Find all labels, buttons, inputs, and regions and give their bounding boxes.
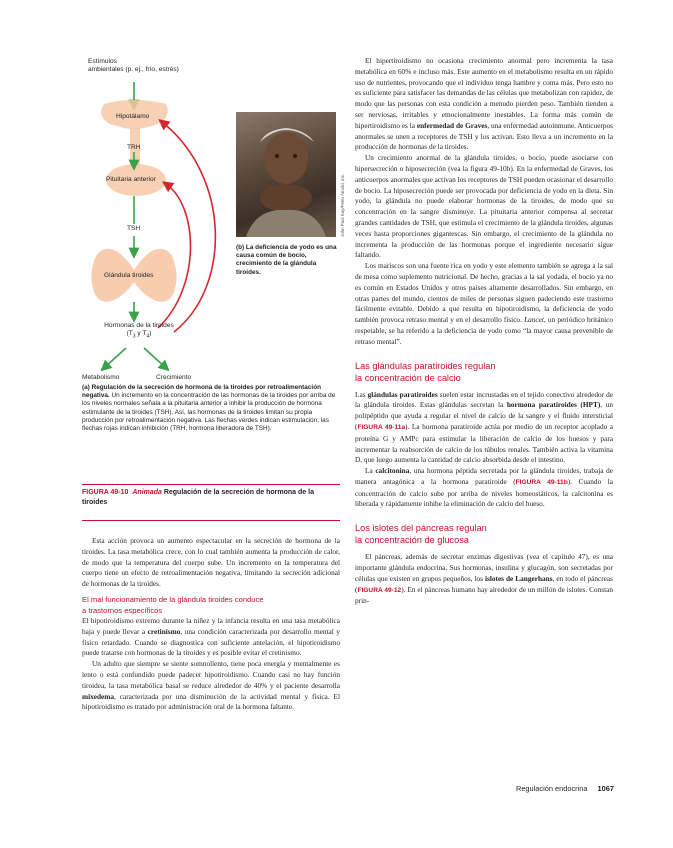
caption-a: (a) Regulación de la secreción de hormona de la tiroides por retroalimentación negativa. Un incremento en la concentración de las hormonas de la tiroides por arriba de los niveles normales señala a la pituitaria anterior a inhibir la producción de hormona estimulante de la tiroides (TSH). Así, las hormonas de la tiroides limitan su propia producción por retroalimentación negativa. Las flechas verdes indican estimulación; las flechas rojas indican inhibición (TRH, hormona liberadora de TSH). (82, 384, 336, 433)
growth-label: Crecimiento (156, 374, 192, 381)
caption-divider (82, 484, 340, 485)
figure-ref[interactable]: FIGURA 49-11a (357, 423, 406, 431)
caption-b: (b) La deficiencia de yodo es una causa común de bocio, crecimiento de la glándula tiroides. (236, 244, 337, 276)
footer-section: Regulación endocrina (515, 784, 588, 793)
page-number: 1067 (597, 784, 614, 793)
figure-title-rule (82, 520, 340, 521)
paragraph: Las glándulas paratiroides suelen estar incrustadas en el tejido conectivo alrededor de la glándula tiroides. Estas glándulas secretan la hormona paratiroides (HPT), un polipéptido que ayuda a regular el nivel de calcio de la sangre y el fluido intersticial (FIGURA 49-11a). La hormona paratiroide actúa por medio de un receptor acoplado a proteína G y AMPc para estimular la liberación de calcio de los huesos y para incrementar la reabsorción de calcio de los túbulos renales. También activa la vitamina D, que luego aumenta la cantidad de calcio absorbida desde el intestino. (355, 389, 614, 465)
hypothalamus-label: Hipotálamo (116, 113, 150, 120)
right-column (355, 56, 613, 607)
photo-credit: John Paul Kay/Peter Arnold, Inc. (340, 173, 345, 237)
section-heading-pancreas: Los islotes del páncreas regulan la concentración de glucosa (355, 523, 487, 546)
figure-ref[interactable]: FIGURA 49-11b (515, 478, 568, 486)
left-column (82, 536, 340, 713)
tsh-label: TSH (127, 225, 141, 232)
metabolism-label: Metabolismo (82, 374, 120, 381)
pituitary-label: Pituitaria anterior (106, 176, 156, 183)
subheading: El mal funcionamiento de la glándula tiroides conduce a trastornos específicos (82, 594, 264, 615)
paragraph: La calcitonina, una hormona péptida secretada por la glándula tiroides, trabaja de manera antagónica a la hormona paratiroide (FIGURA 49-11b). Cuando la concentración de calcio sube por arriba de niveles homeostáticos, la calcitonina es liberada y rápidamente inhibe la eliminación de calcio del hueso. (355, 466, 614, 509)
portrait-illustration (236, 112, 336, 237)
section-heading-parathyroid: Las glándulas paratiroides regulan la concentración de calcio (355, 360, 496, 383)
hormones-label: Hormonas de la tiroides ($T_3$ y $T_4$) (104, 322, 174, 340)
paragraph: El páncreas, además de secretar enzimas digestivas (vea el capítulo 47), es una importante glándula endocrina. Sus hormonas, insulina y glucagón, son secretadas por células que existen en grupos pequeños, los islotes de Langerhans, en todo el páncreas (FIGURA 49-12). En el páncreas humano hay alrededor de un millón de islotes. Constan prin- (355, 552, 613, 606)
stimuli-label: Estímulos ambientales (p. ej., frío, estrés) (88, 58, 179, 73)
growth-arrow (144, 348, 166, 368)
thyroid-label: Glándula tiroides (104, 272, 154, 279)
metabolism-arrow (104, 348, 126, 368)
figure-title: FIGURA 49-10 Animada Regulación de la secreción de hormona de la tiroides (82, 489, 314, 506)
paragraph: Los mariscos son una fuente rica en yodo y este elemento también se agrega a la sal de mesa como suplemento nutricional. De hecho, gracias a la sal yodada, el bocio ya no es común en Estados Unidos y otros países altamente desarrollados. Sin embargo, en otras partes del mundo, cientos de miles de personas siguen padeciendo este trastorno fácilmente evitable. Debido a que resulta en hipotiroidismo, la deficiencia de yodo también provoca retraso mental y en el desarrollo físico. Lancet, un periódico británico respetable, se ha referido a la deficiencia de yodo como “la mayor causa prevenible de retraso mental”. (355, 261, 613, 346)
running-footer (488, 784, 614, 793)
paragraph: Esta acción provoca un aumento espectacular en la secreción de hormona de la tiroides. La tasa metabólica crece, con lo cual también aumenta la producción de calor, de modo que la temperatura del cuerpo sube. Un incremento en la temperatura del cuerpo tiene un efecto de retroalimentación negativa, limitando la secreción adicional de hormonas de la tiroides. (82, 536, 340, 589)
trh-label: TRH (127, 144, 141, 151)
paragraph: Un adulto que siempre se siente somnoliento, tiene poca energía y mentalmente es lento o está confundido puede padecer hipotiroidismo. Cuando casi no hay función tiroidea, la tasa metabólica basal se reduce alrededor de 40% y el paciente desarrolla mixedema, caracterizada por una disminución de la actividad mental y física. El hipotiroidismo es tratado por administración oral de la hormona faltante. (82, 659, 340, 712)
goiter-photo (236, 112, 336, 237)
paragraph: El hipertiroidismo no ocasiona crecimiento anormal pero incrementa la tasa metabólica en 60% e incluso más. Este aumento en el metabolismo resulta en un rápido uso de nutrientes, provocando que el individuo tenga hambre y coma más. Pero esto no es suficiente para satisfacer las demandas de las células que metabolizan con rapidez, de modo que las personas con esta condición a menudo pierden peso. También tienden a ser nerviosas, irritables y emocionalmente inestables. La forma más común de hipertiroidismo es la enfermedad de Graves, una enfermedad autoinmune. Anticuerpos anormales se unen a receptores de TSH y los activan. Esto lleva a un incremento en la producción de hormonas de la tiroides. (355, 56, 613, 152)
figure-ref[interactable]: FIGURA 49-12 (357, 586, 402, 594)
paragraph: Un crecimiento anormal de la glándula tiroides, o bocio, puede asociarse con hipersecreción o hiposecreción (vea la figura 49-10b). En la enfermedad de Graves, los anticuerpos anormales que activan los receptores de TSH pueden ocasionar el desarrollo de bocio. La hiposecreción puede ser provocada por deficiencia de yodo en la dieta. Sin yodo, la glándula no puede elaborar hormonas de la tiroides, de modo que su concentración en la sangre disminuye. La pituitaria anterior compensa al secretar grandes cantidades de TSH, que estimula el crecimiento de la glándula tiroides, algunas veces hasta proporciones gigantescas. Sin embargo, el crecimiento de la glándula no incrementa la producción de las hormonas porque el ingrediente necesario sigue faltando. (355, 153, 613, 260)
paragraph: El hipotiroidismo extremo durante la niñez y la infancia resulta en una tasa metabólica baja y puede llevar a cretinismo, una condición caracterizada por desarrollo mental y físico retardado. Cuando se diagnostica con suficiente antelación, el hipotiroidismo puede tratarse con hormonas de la tiroides y es posible evitar el cretinismo. (82, 615, 340, 658)
